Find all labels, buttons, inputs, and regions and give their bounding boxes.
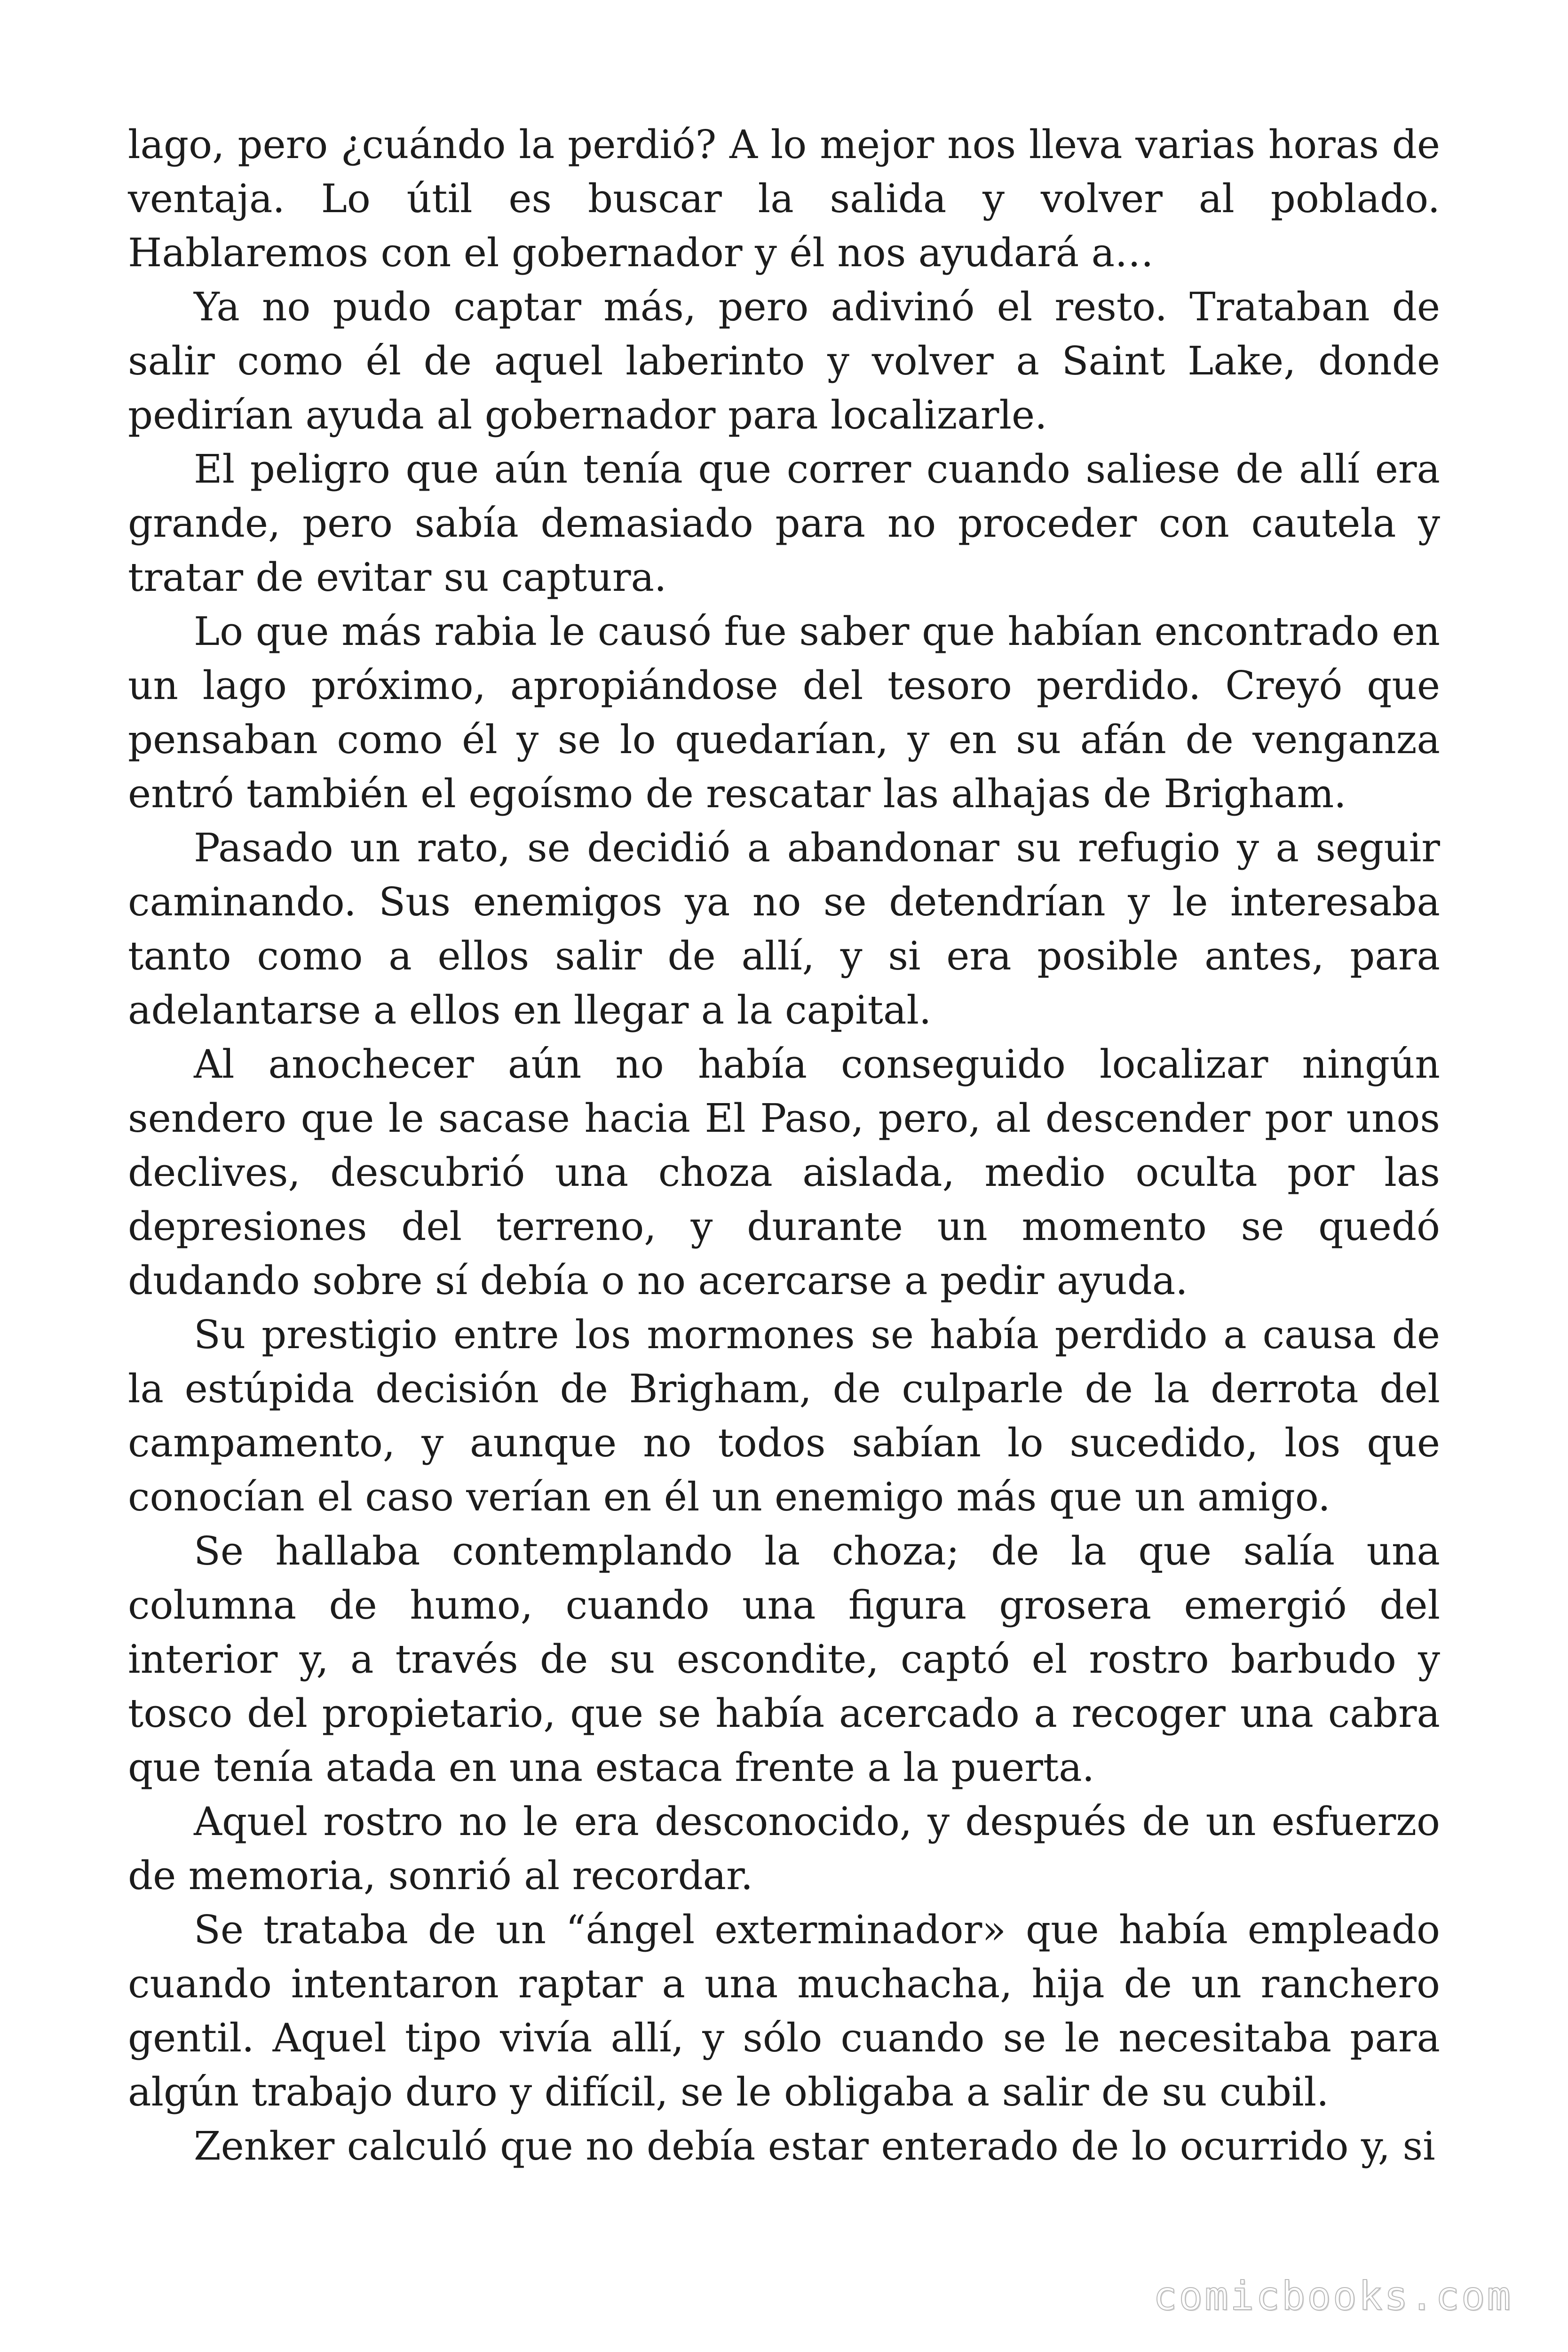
paragraph-continuation: lago, pero ¿cuándo la perdió? A lo mejor nos lleva varias horas de ventaja. Lo útil es buscar la salida y volver al poblado. Hablaremos con el gobernador y él nos ayudará a…: [128, 122, 1440, 276]
paragraph: Su prestigio entre los mormones se había perdido a causa de la estúpida decisión de Brigham, de culparle de la derrota del campamento, y aunque no todos sabían lo sucedido, los que conocían el caso verían en él un enemigo más que un amigo.: [128, 1312, 1440, 1520]
watermark: comicbooks.com: [1153, 2273, 1513, 2319]
paragraph: Lo que más rabia le causó fue saber que habían encontrado en un lago próximo, apropiándose del tesoro perdido. Creyó que pensaban como él y se lo quedarían, y en su afán de venganza entró también el egoísmo de rescatar las alhajas de Brigham.: [128, 609, 1440, 817]
paragraph: Se trataba de un “ángel exterminador» que había empleado cuando intentaron raptar a una muchacha, hija de un ranchero gentil. Aquel tipo vivía allí, y sólo cuando se le necesitaba para algún trabajo duro y difícil, se le obligaba a salir de su cubil.: [128, 1907, 1440, 2115]
paragraph: Se hallaba contemplando la choza; de la que salía una columna de humo, cuando una figura grosera emergió del interior y, a través de su escondite, captó el rostro barbudo y tosco del propietario, que se había acercado a recoger una cabra que tenía atada en una estaca frente a la puerta.: [128, 1528, 1440, 1790]
paragraph: Al anochecer aún no había conseguido localizar ningún sendero que le sacase hacia El Paso, pero, al descender por unos declives, descubrió una choza aislada, medio oculta por las depresiones del terreno, y durante un momento se quedó dudando sobre sí debía o no acercarse a pedir ayuda.: [128, 1041, 1440, 1303]
paragraph: Aquel rostro no le era desconocido, y después de un esfuerzo de memoria, sonrió al recordar.: [128, 1799, 1440, 1899]
paragraph: El peligro que aún tenía que correr cuando saliese de allí era grande, pero sabía demasiado para no proceder con cautela y tratar de evitar su captura.: [128, 446, 1440, 600]
paragraph: Pasado un rato, se decidió a abandonar su refugio y a seguir caminando. Sus enemigos ya no se detendrían y le interesaba tanto como a ellos salir de allí, y si era posible antes, para adelantarse a ellos en llegar a la capital.: [128, 825, 1440, 1033]
paragraph: Zenker calculó que no debía estar enterado de lo ocurrido y, si: [194, 2123, 1435, 2169]
body-text: [128, 118, 1440, 2173]
paragraph: Ya no pudo captar más, pero adivinó el resto. Trataban de salir como él de aquel laberinto y volver a Saint Lake, donde pedirían ayuda al gobernador para localizarle.: [128, 284, 1440, 438]
